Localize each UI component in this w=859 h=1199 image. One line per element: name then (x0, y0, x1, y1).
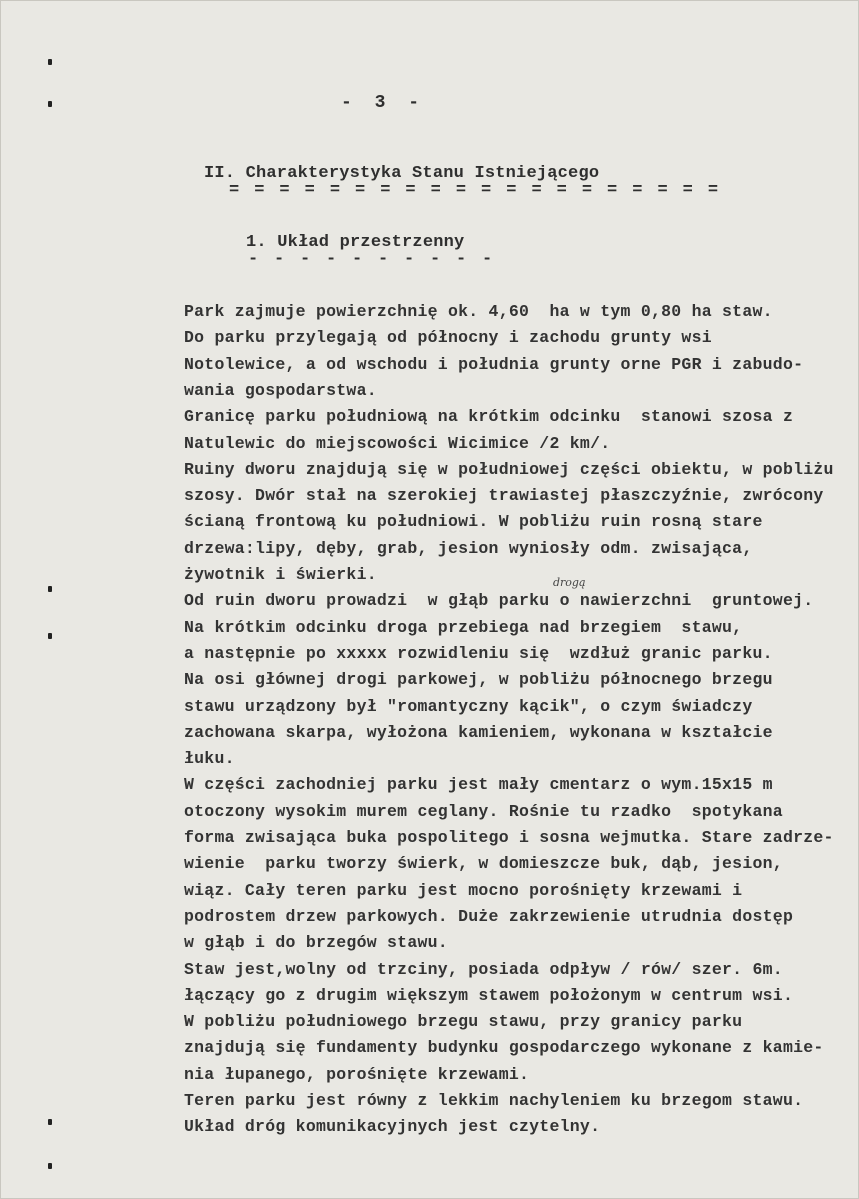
subsection-heading: 1. Układ przestrzenny (246, 233, 465, 252)
handwritten-annotation: drogą (553, 576, 586, 589)
heading-underline: = = = = = = = = = = = = = = = = = = = = (229, 181, 721, 200)
text-line: otoczony wysokim murem ceglany. Rośnie tu rzadko spotykana (184, 801, 783, 821)
text-line: znajdują się fundamenty budynku gospodarczego wykonane z kamie- (184, 1038, 824, 1058)
text-line: wiąz. Cały teren parku jest mocno porośnięty krzewami i (184, 880, 743, 900)
text-line: w głąb i do brzegów stawu. (184, 933, 448, 953)
text-line: Staw jest,wolny od trzciny, posiada odpływ / rów/ szer. 6m. (184, 959, 783, 979)
text-line: W pobliżu południowego brzegu stawu, przy granicy parku (184, 1012, 743, 1032)
punch-mark (48, 1119, 52, 1125)
text-line: łączący go z drugim większym stawem położonym w centrum wsi. (184, 985, 794, 1005)
text-line: wienie parku tworzy świerk, w domieszcze buk, dąb, jesion, (184, 854, 783, 874)
text-line: a następnie po xxxxx rozwidleniu się wzdłuż granic parku. (184, 643, 773, 663)
text-line: W części zachodniej parku jest mały cmentarz o wym.15x15 m (184, 775, 773, 795)
text-line: Na osi głównej drogi parkowej, w pobliżu północnego brzegu (184, 670, 773, 690)
text-line: Granicę parku południową na krótkim odcinku stanowi szosa z (184, 407, 794, 427)
text-line: Na krótkim odcinku droga przebiega nad brzegiem stawu, (184, 617, 743, 637)
text-line: Natulewic do miejscowości Wicimice /2 km/. (184, 433, 611, 453)
text-line: szosy. Dwór stał na szerokiej trawiastej płaszczyźnie, zwrócony (184, 486, 824, 506)
punch-mark (48, 633, 52, 639)
text-line: łuku. (184, 749, 235, 769)
text-line: żywotnik i świerki. (184, 565, 377, 584)
text-line: Ruiny dworu znajdują się w południowej części obiektu, w pobliżu (184, 459, 834, 479)
punch-mark (48, 101, 52, 107)
text-line: ścianą frontową ku południowi. W pobliżu ruin rosną stare (184, 512, 763, 532)
text-line: Do parku przylegają od północny i zachodu grunty wsi (184, 328, 712, 348)
punch-mark (48, 1163, 52, 1169)
text-line: podrostem drzew parkowych. Duże zakrzewienie utrudnia dostęp (184, 906, 794, 926)
text-line: wania gospodarstwa. (184, 380, 377, 400)
punch-mark (48, 586, 52, 592)
text-line: nia łupanego, porośnięte krzewami. (184, 1064, 530, 1084)
text-line: forma zwisająca buka pospolitego i sosna wejmutka. Stare zadrze- (184, 828, 834, 847)
text-line: drzewa:lipy, dęby, grab, jesion wyniosły odm. zwisająca, (184, 538, 753, 558)
subheading-underline: - - - - - - - - - - (248, 250, 496, 269)
section-heading: II. Charakterystyka Stanu Istniejącego (204, 164, 600, 183)
text-line: Notolewice, a od wschodu i południa grunty orne PGR i zabudo- (184, 354, 804, 374)
text-line: Układ dróg komunikacyjnych jest czytelny. (184, 1117, 601, 1137)
page-number: - 3 - (341, 93, 426, 113)
text-line: Od ruin dworu prowadzi w głąb parku o nawierzchni gruntowej. (184, 591, 814, 611)
text-line: zachowana skarpa, wyłożona kamieniem, wykonana w kształcie (184, 722, 773, 742)
punch-mark (48, 59, 52, 65)
text-line: Teren parku jest równy z lekkim nachyleniem ku brzegom stawu. (184, 1091, 804, 1110)
text-line: stawu urządzony był "romantyczny kącik", o czym świadczy (184, 696, 753, 716)
text-line: Park zajmuje powierzchnię ok. 4,60 ha w tym 0,80 ha staw. (184, 302, 773, 321)
